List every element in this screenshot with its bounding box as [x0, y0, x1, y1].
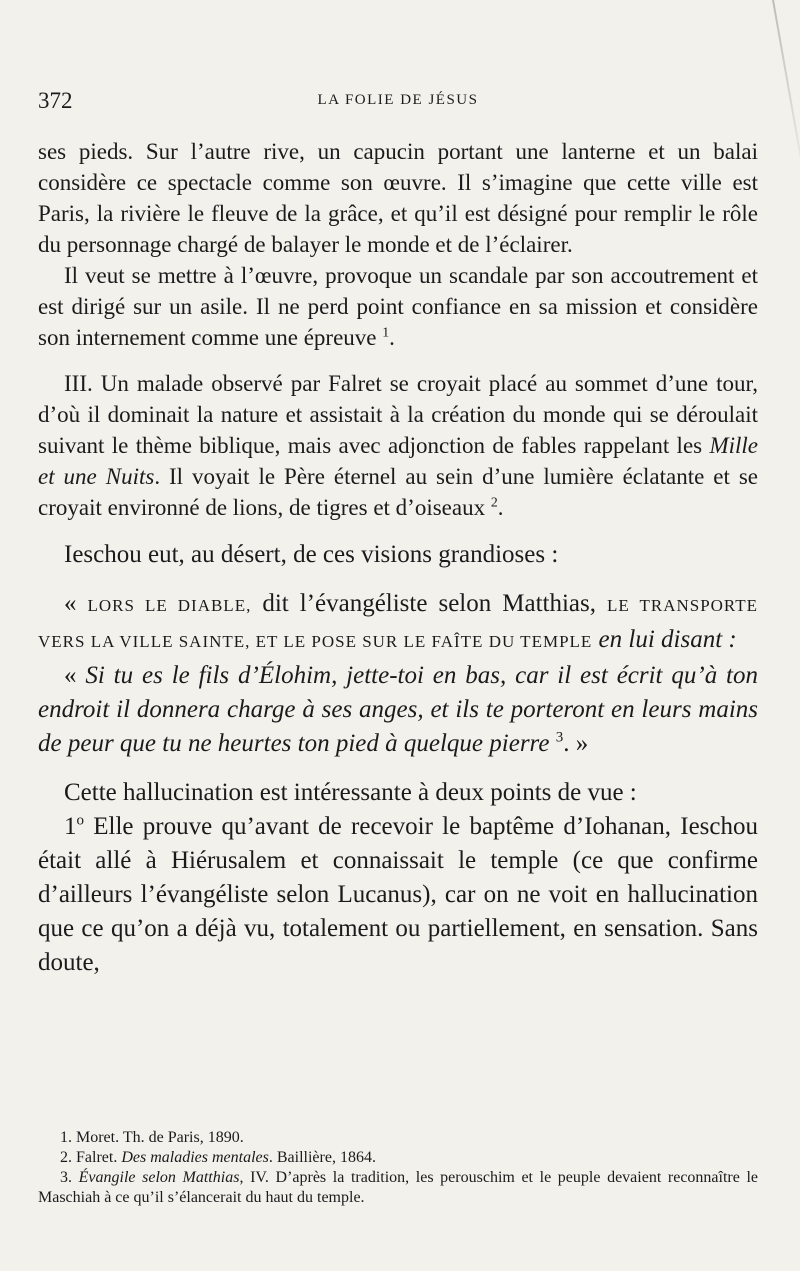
paragraph-1: ses pieds. Sur l’autre rive, un capucin portant une lanterne et un balai considère ce spectacle comme son œuvre. Il s’imagine que cette ville est Paris, la rivière le fleuve de la grâce, et qu’il est désigné pour remplir le rôle du personnage chargé de balayer le monde et de l’éclairer. [38, 139, 758, 257]
small-caps-2: LE TRANSPORTE VERS LA VILLE SAINTE, ET LE POSE SUR LE FAÎTE DU TEMPLE [38, 596, 759, 651]
footnote-3: 3. Évangile selon Matthias, IV. D’après la tradition, les perouschim et le peuple devaient reconnaître le Maschiah à ce qu’il s’élancerait du haut du temple. [38, 1169, 759, 1206]
footnote-1: 1. Moret. Th. de Paris, 1890. [60, 1129, 244, 1146]
footnote-ref-3: 3 [555, 729, 564, 746]
paragraph-3: III. Un malade observé par Falret se croyait placé au sommet d’une tour, d’où il dominait la nature et assistait à la création du monde qui se déroulait suivant le thème biblique, mais avec adjonction de fables rappelant les Mille et une Nuits. Il voyait le Père éternel au sein d’une lumière éclatante et se croyait environné de lions, de tigres et d’oiseaux $^2$. [38, 371, 758, 520]
italic-title: Mille et une Nuits [38, 433, 758, 489]
page-edge-shadow [772, 0, 800, 197]
small-caps-1: LORS LE DIABLE, [87, 596, 252, 615]
paragraph-6: « Si tu es le fils d’Élohim, jette-toi en bas, car il est écrit qu’à ton endroit il donnera charge à ses anges, et ils te porteront en leurs mains de peur que tu ne heurtes ton pied à quelque pierre $^3$. » [38, 662, 759, 757]
paragraph-5: « LORS LE DIABLE, dit l’évangéliste selon Matthias, LE TRANSPORTE VERS LA VILLE SAINTE, ET LE POSE SUR LE FAÎTE DU TEMPLE en lui disant : [38, 590, 759, 653]
footnote-ref-1: 1 [382, 324, 390, 340]
body-text [38, 136, 758, 980]
large-text-block [38, 538, 758, 980]
paragraph-4: Ieschou eut, au désert, de ces visions grandioses : [64, 541, 559, 568]
paragraph-8: 1$^o$ Elle prouve qu’avant de recevoir le baptême d’Iohanan, Ieschou était allé à Hiérusalem et connaissait le temple (ce que confirme d’ailleurs l’évangéliste selon Lucanus), car on ne voit en hallucination que ce qu’on a déjà vu, totalement ou partiellement, en sensation. Sans doute, [38, 812, 758, 976]
footnote-2: 2. Falret. Des maladies mentales. Baillière, 1864. [60, 1149, 376, 1166]
page-number: 372 [38, 88, 73, 113]
scripture-quote: Si tu es le fils d’Élohim, jette-toi en bas, car il est écrit qu’à ton endroit il donnera charge à ses anges, et ils te porteront en leurs mains de peur que tu ne heurtes ton pied à quelque pierre [38, 662, 759, 757]
paragraph-2: Il veut se mettre à l’œuvre, provoque un scandale par son accoutrement et est dirigé sur un asile. Il ne perd point confiance en sa mission et considère son internement comme une épreuve $^1$. [38, 263, 758, 350]
page-header [38, 88, 758, 118]
footnote-ref-2: 2 [490, 494, 498, 510]
paragraph-7: Cette hallucination est intéressante à deux points de vue : [64, 779, 637, 806]
running-title: LA FOLIE DE JÉSUS [317, 92, 479, 108]
footnotes [38, 1128, 758, 1208]
